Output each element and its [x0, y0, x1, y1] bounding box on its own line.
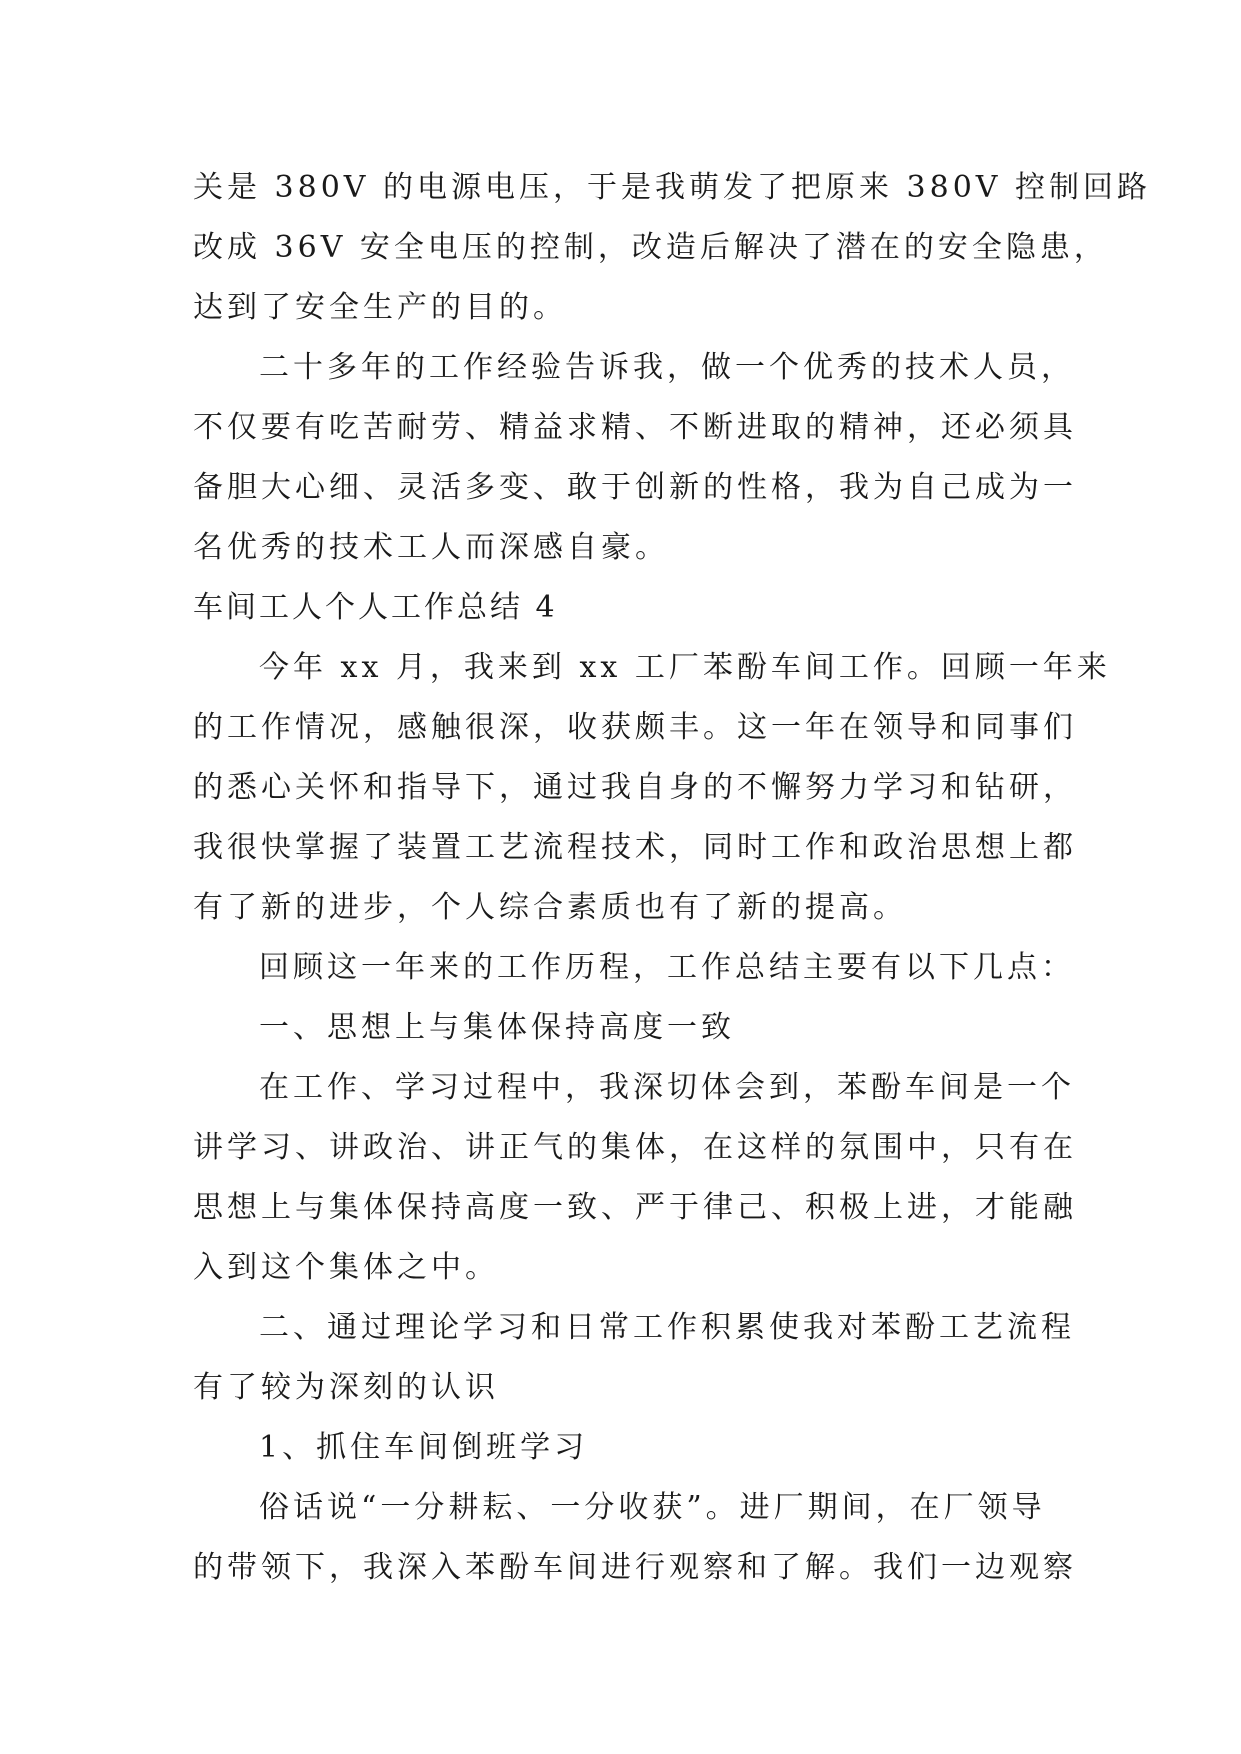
text-line: 回顾这一年来的工作历程，工作总结主要有以下几点：: [259, 950, 1075, 985]
text-line: 1、抓住车间倒班学习: [259, 1430, 589, 1465]
text-line: 名优秀的技术工人而深感自豪。: [193, 530, 669, 565]
text-line: 的悉心关怀和指导下，通过我自身的不懈努力学习和钻研，: [193, 770, 1077, 805]
text-line: 讲学习、讲政治、讲正气的集体，在这样的氛围中，只有在: [193, 1130, 1077, 1165]
text-line: 俗话说“一分耕耘、一分收获”。进厂期间，在厂领导: [259, 1490, 1046, 1525]
text-line: 我很快掌握了装置工艺流程技术，同时工作和政治思想上都: [193, 830, 1077, 865]
text-line: 入到这个集体之中。: [193, 1250, 499, 1285]
text-line: 不仅要有吃苦耐劳、精益求精、不断进取的精神，还必须具: [193, 410, 1077, 445]
text-line: 改成 36V 安全电压的控制，改造后解决了潜在的安全隐患，: [193, 230, 1108, 265]
text-line: 有了新的进步，个人综合素质也有了新的提高。: [193, 890, 907, 925]
text-line: 思想上与集体保持高度一致、严于律己、积极上进，才能融: [193, 1190, 1077, 1225]
text-line: 二十多年的工作经验告诉我，做一个优秀的技术人员，: [259, 350, 1075, 385]
document-body: [193, 158, 1151, 1598]
text-line: 有了较为深刻的认识: [193, 1370, 499, 1405]
text-line: 二、通过理论学习和日常工作积累使我对苯酚工艺流程: [259, 1310, 1075, 1345]
text-line: 关是 380V 的电源电压，于是我萌发了把原来 380V 控制回路: [193, 170, 1151, 205]
text-line: 的带领下，我深入苯酚车间进行观察和了解。我们一边观察: [193, 1550, 1077, 1585]
text-line: 今年 xx 月，我来到 xx 工厂苯酚车间工作。回顾一年来: [259, 650, 1111, 685]
text-line: 备胆大心细、灵活多变、敢于创新的性格，我为自己成为一: [193, 470, 1077, 505]
section-heading: 车间工人个人工作总结 4: [193, 590, 558, 625]
text-line: 一、思想上与集体保持高度一致: [259, 1010, 735, 1045]
text-line: 达到了安全生产的目的。: [193, 290, 567, 325]
text-line: 的工作情况，感触很深，收获颇丰。这一年在领导和同事们: [193, 710, 1077, 745]
text-line: 在工作、学习过程中，我深切体会到，苯酚车间是一个: [259, 1070, 1075, 1105]
